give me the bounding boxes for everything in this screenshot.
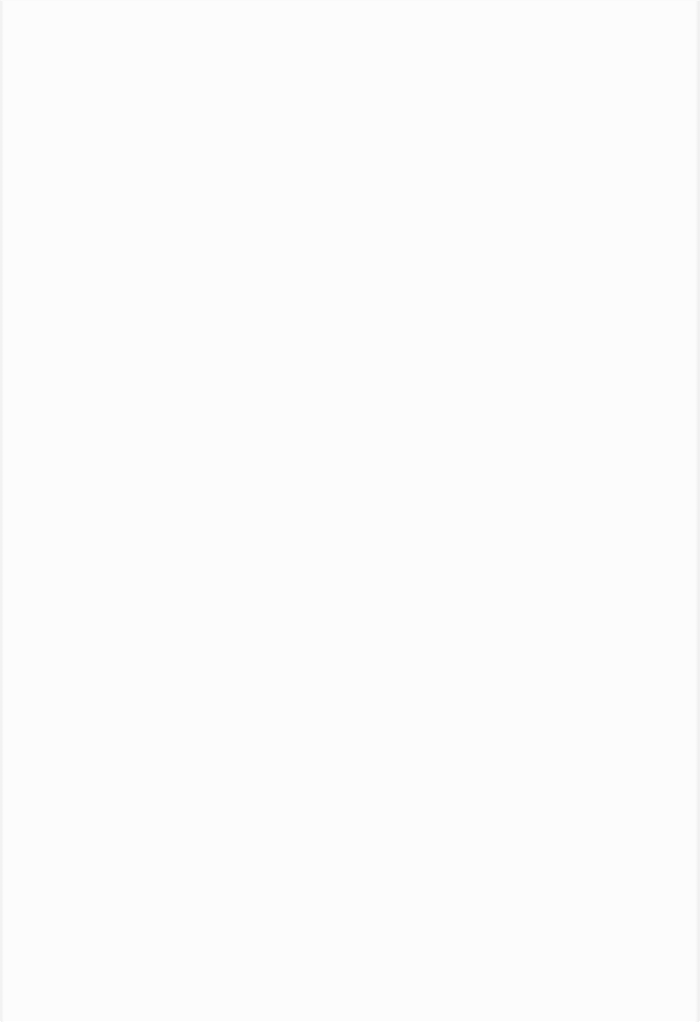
scan-edge-right — [695, 1, 699, 1022]
scan-edge-left — [1, 1, 4, 1022]
